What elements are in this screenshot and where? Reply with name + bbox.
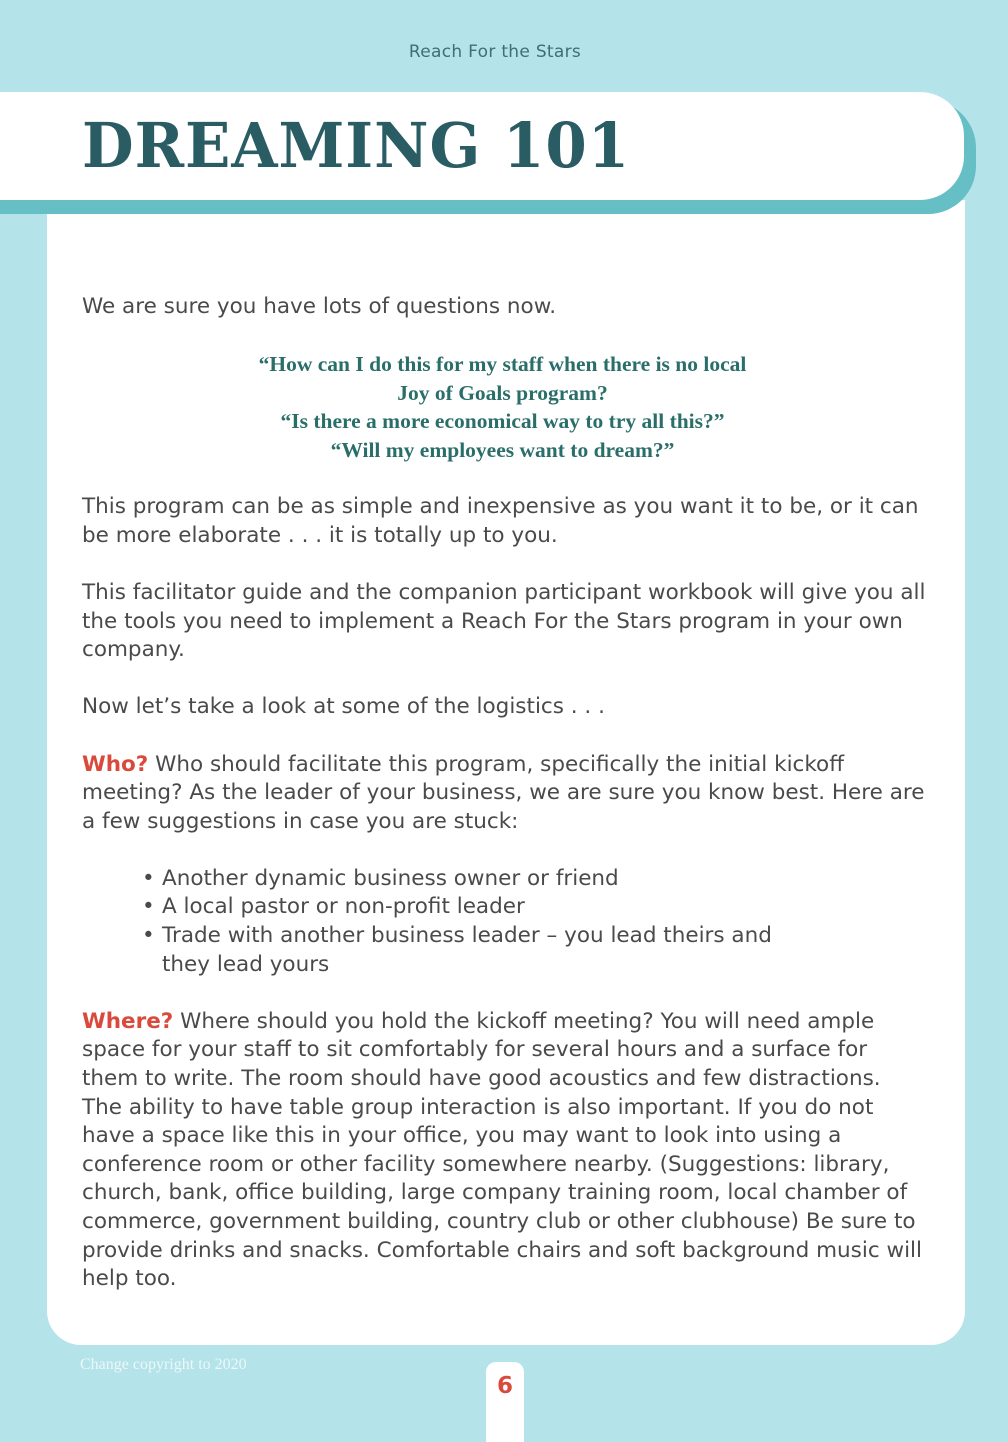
guide-paragraph: This facilitator guide and the companion participant workbook will give you all the tools you need to implement a Reach For the Stars program in your own company. <box>82 579 926 663</box>
page-title: DREAMING 101 <box>82 109 631 182</box>
logistics-paragraph: Now let’s take a look at some of the logistics . . . <box>82 694 605 720</box>
simple-paragraph: This program can be as simple and inexpensive as you want it to be, or it can be more elaborate . . . it is totally up to you. <box>82 494 919 548</box>
who-label: Who? <box>82 751 149 777</box>
where-label: Where? <box>82 1008 174 1034</box>
quote-line: Joy of Goals program? <box>397 380 608 405</box>
quote-line: “How can I do this for my staff when there is no local <box>258 352 747 377</box>
page-content <box>82 293 927 1322</box>
who-text: Who should facilitate this program, specifically the initial kickoff meeting? As the leader of your business, we are sure you know best. Here are a few suggestions in case you are stuck: <box>82 751 925 834</box>
list-item: • Trade with another business leader – you lead theirs and they lead yours <box>142 922 812 979</box>
quote-block <box>82 350 927 464</box>
list-item: • Another dynamic business owner or friend <box>142 865 927 894</box>
who-paragraph <box>82 751 927 837</box>
running-head: Reach For the Stars <box>408 42 582 62</box>
page-number: 6 <box>496 1373 513 1399</box>
where-paragraph <box>82 1008 927 1294</box>
list-item: • A local pastor or non-profit leader <box>142 893 927 922</box>
quote-line: “Is there a more economical way to try all this?” <box>280 409 725 434</box>
intro-paragraph: We are sure you have lots of questions now. <box>82 294 557 319</box>
where-text: Where should you hold the kickoff meeting? You will need ample space for your staff to sit comfortably for several hours and a surface for them to write. The room should have good acoustics and few distractions. The ability to have table group interaction is also important. If you do not have a space like this in your office, you may want to look into using a conference room or other facility somewhere nearby. (Suggestions: library, church, bank, office building, large company training room, local chamber of commerce, government building, country club or other clubhouse) Be sure to provide drinks and snacks. Comfortable chairs and soft background music will help too. <box>82 1008 923 1292</box>
copyright-note: Change copyright to 2020 <box>80 1356 247 1373</box>
suggestion-list <box>82 865 927 979</box>
quote-line: “Will my employees want to dream?” <box>330 437 675 462</box>
